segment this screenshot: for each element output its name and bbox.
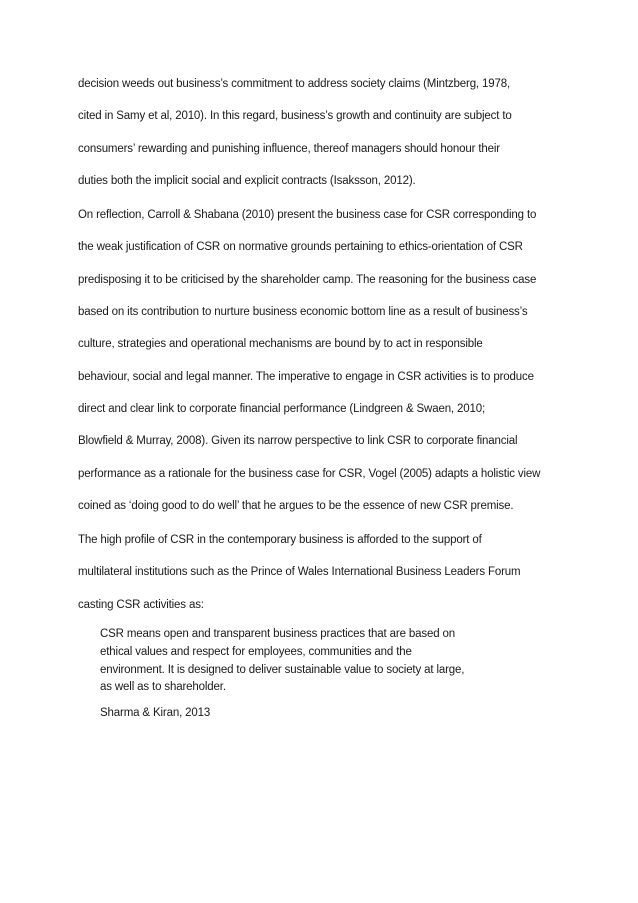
quote-line: CSR means open and transparent business practices that are based on: [100, 628, 455, 640]
text-line: duties both the implicit social and explicit contracts (Isaksson, 2012).: [78, 174, 416, 187]
text-line: decision weeds out business’s commitment to address society claims (Mintzberg, 1978,: [78, 78, 511, 90]
text-line: consumers’ rewarding and punishing influence, thereof managers should honour their: [78, 142, 500, 155]
text-line: based on its contribution to nurture business economic bottom line as a result of business’s: [78, 306, 528, 319]
paragraph-3: [78, 524, 578, 621]
text-line: coined as ‘doing good to do well’ that he argues to be the essence of new CSR premise.: [78, 499, 514, 512]
text-line: casting CSR activities as:: [78, 598, 204, 611]
text-line: behaviour, social and legal manner. The imperative to engage in CSR activities is to produce: [78, 370, 534, 383]
text-line: Blowfield & Murray, 2008). Given its narrow perspective to link CSR to corporate financial: [78, 435, 518, 448]
text-line: cited in Samy et al, 2010). In this regard, business’s growth and continuity are subject to: [78, 110, 512, 123]
quote-line: environment. It is designed to deliver sustainable value to society at large,: [100, 663, 465, 676]
paragraph-1: [78, 68, 578, 197]
paragraph-2: [78, 199, 578, 522]
quote-citation: Sharma & Kiran, 2013: [100, 707, 211, 719]
text-line: multilateral institutions such as the Prince of Wales International Business Leaders Forum: [78, 566, 521, 579]
text-line: direct and clear link to corporate financial performance (Lindgreen & Swaen, 2010;: [78, 402, 486, 415]
text-line: The high profile of CSR in the contemporary business is afforded to the support of: [78, 534, 482, 547]
body-text: [78, 68, 578, 621]
text-line: the weak justification of CSR on normative grounds pertaining to ethics-orientation of CSR: [78, 241, 523, 254]
quote-line: as well as to shareholder.: [100, 681, 226, 694]
block-quote: [100, 626, 520, 697]
quote-line: ethical values and respect for employees, communities and the: [100, 645, 412, 658]
text-line: culture, strategies and operational mechanisms are bound by to act in responsible: [78, 338, 483, 351]
text-line: On reflection, Carroll & Shabana (2010) present the business case for CSR corresponding to: [78, 209, 537, 222]
text-line: performance as a rationale for the business case for CSR, Vogel (2005) adapts a holistic view: [78, 467, 541, 480]
text-line: predisposing it to be criticised by the shareholder camp. The reasoning for the business case: [78, 273, 537, 286]
